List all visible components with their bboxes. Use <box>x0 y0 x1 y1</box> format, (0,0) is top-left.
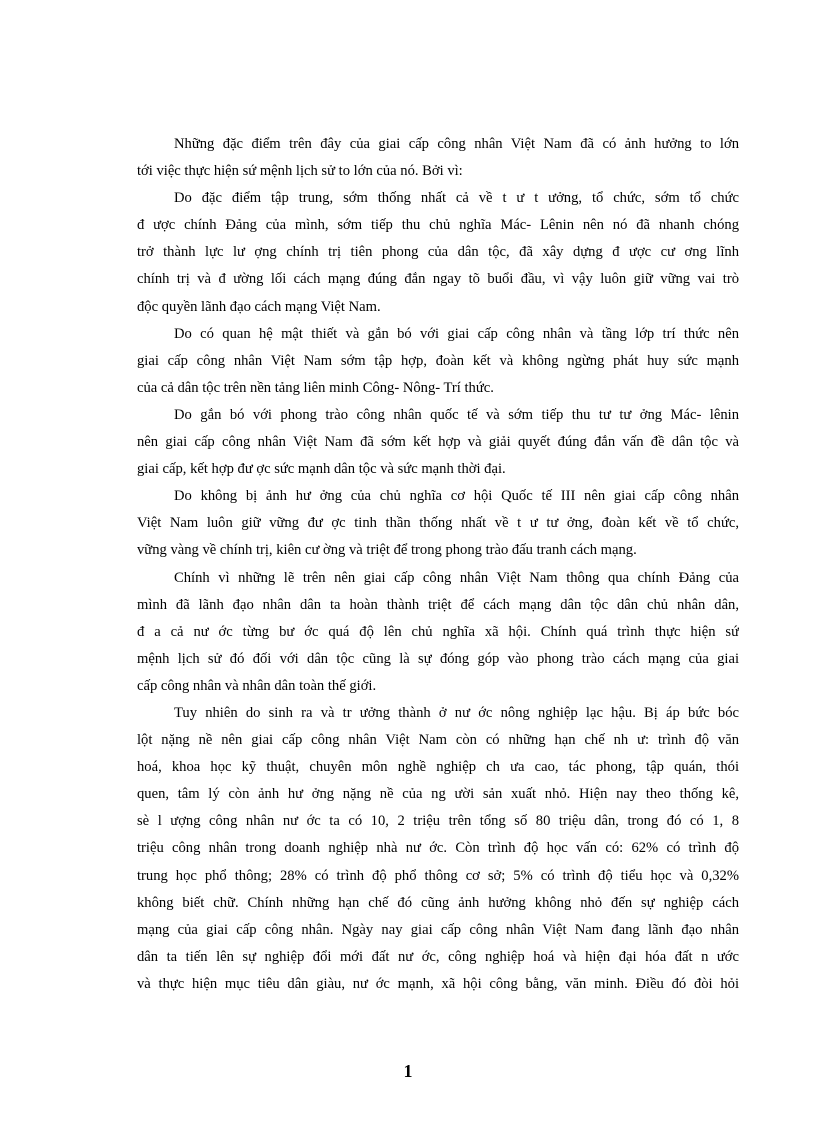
text-line: đ ược chính Đảng của mình, sớm tiếp thu chủ nghĩa Mác- Lênin nên nó đã nhanh chóng <box>137 217 739 234</box>
text-line: và thực hiện mục tiêu dân giàu, nư ớc mạnh, xã hội công bằng, văn minh. Điều đó đòi hỏi <box>137 975 739 992</box>
text-line: Do không bị ảnh hư ởng của chủ nghĩa cơ hội Quốc tế III nên giai cấp công nhân <box>174 488 739 505</box>
text-line: đ a cả nư ớc từng bư ớc quá độ lên chủ nghĩa xã hội. Chính quá trình thực hiện sứ <box>137 623 739 640</box>
text-line: hoá, khoa học kỹ thuật, chuyên môn nghề nghiệp ch ưa cao, tác phong, tập quán, thói <box>137 759 739 776</box>
document-body <box>137 131 739 998</box>
text-line: mệnh lịch sử đó đối với dân tộc cũng là sự đóng góp vào phong trào cách mạng của giai <box>137 650 739 667</box>
text-line: dân ta tiến lên sự nghiệp đổi mới đất nư ớc, công nghiệp hoá và hiện đại hóa đất n ước <box>137 948 739 965</box>
page-number: 1 <box>403 1061 413 1081</box>
text-line: lột nặng nề nên giai cấp công nhân Việt Nam còn có những hạn chế nh ư: trình độ văn <box>137 732 739 749</box>
text-line: Những đặc điểm trên đây của giai cấp công nhân Việt Nam đã có ảnh hưởng to lớn <box>174 136 739 152</box>
text-line: Do đặc điểm tập trung, sớm thống nhất cả về t ư t ưởng, tổ chức, sớm tổ chức <box>174 190 739 207</box>
text-line: trung học phổ thông; 28% có trình độ phổ thông cơ sở; 5% có trình độ tiểu học và 0,32% <box>137 867 739 884</box>
text-line: mạng của giai cấp công nhân. Ngày nay giai cấp công nhân Việt Nam đang lãnh đạo nhân <box>137 921 739 938</box>
text-line: tới việc thực hiện sứ mệnh lịch sử to lớn của nó. Bởi vì: <box>137 163 463 180</box>
text-line: Việt Nam luôn giữ vững đư ợc tinh thần thống nhất về t ư tư ởng, đoàn kết về tổ chức, <box>137 515 739 532</box>
text-line: Do gắn bó với phong trào công nhân quốc tế và sớm tiếp thu tư tư ởng Mác- lênin <box>174 406 739 423</box>
text-line: giai cấp, kết hợp đư ợc sức mạnh dân tộc và sức mạnh thời đại. <box>137 461 506 478</box>
text-line: mình đã lãnh đạo nhân dân ta hoàn thành triệt để cách mạng dân tộc dân chủ nhân dân, <box>137 596 739 613</box>
text-line: vững vàng về chính trị, kiên cư ờng và triệt để trong phong trào đấu tranh cách mạng. <box>137 542 637 559</box>
text-line: quen, tâm lý còn ảnh hư ởng nặng nề của ng ười sản xuất nhỏ. Hiện nay theo thống kê, <box>137 786 739 803</box>
text-line: sè l ượng công nhân nư ớc ta có 10, 2 triệu trên tổng số 80 triệu dân, trong đó có 1, 8 <box>137 813 739 830</box>
text-line: Do có quan hệ mật thiết và gắn bó với giai cấp công nhân và tầng lớp trí thức nên <box>174 325 739 342</box>
text-line: giai cấp công nhân Việt Nam sớm tập hợp, đoàn kết và không ngừng phát huy sức mạnh <box>137 352 739 369</box>
text-line: độc quyền lãnh đạo cách mạng Việt Nam. <box>137 298 381 315</box>
text-line: nên giai cấp công nhân Việt Nam đã sớm kết hợp và giải quyết đúng đắn vấn đề dân tộc và <box>137 434 739 451</box>
text-line: Chính vì những lẽ trên nên giai cấp công nhân Việt Nam thông qua chính Đảng của <box>174 569 739 586</box>
text-line: trở thành lực lư ợng chính trị tiên phong của dân tộc, đã xây dựng đ ược cư ơng lĩnh <box>137 244 739 261</box>
text-line: chính trị và đ ường lối cách mạng đúng đắn ngay tõ buổi đầu, vì vậy luôn giữ vững vai trò <box>137 271 739 288</box>
text-line: Tuy nhiên do sinh ra và tr ưởng thành ở nư ớc nông nghiệp lạc hậu. Bị áp bức bóc <box>174 704 739 721</box>
text-line: không biết chữ. Chính những hạn chế đó cũng ảnh hưởng không nhỏ đến sự nghiệp cách <box>137 894 739 911</box>
text-line: của cả dân tộc trên nền tảng liên minh Công- Nông- Trí thức. <box>137 379 494 396</box>
text-line: cấp công nhân và nhân dân toàn thế giới. <box>137 677 377 694</box>
text-line: triệu công nhân trong doanh nghiệp nhà nư ớc. Còn trình độ học vấn có: 62% có trình độ <box>137 840 739 857</box>
